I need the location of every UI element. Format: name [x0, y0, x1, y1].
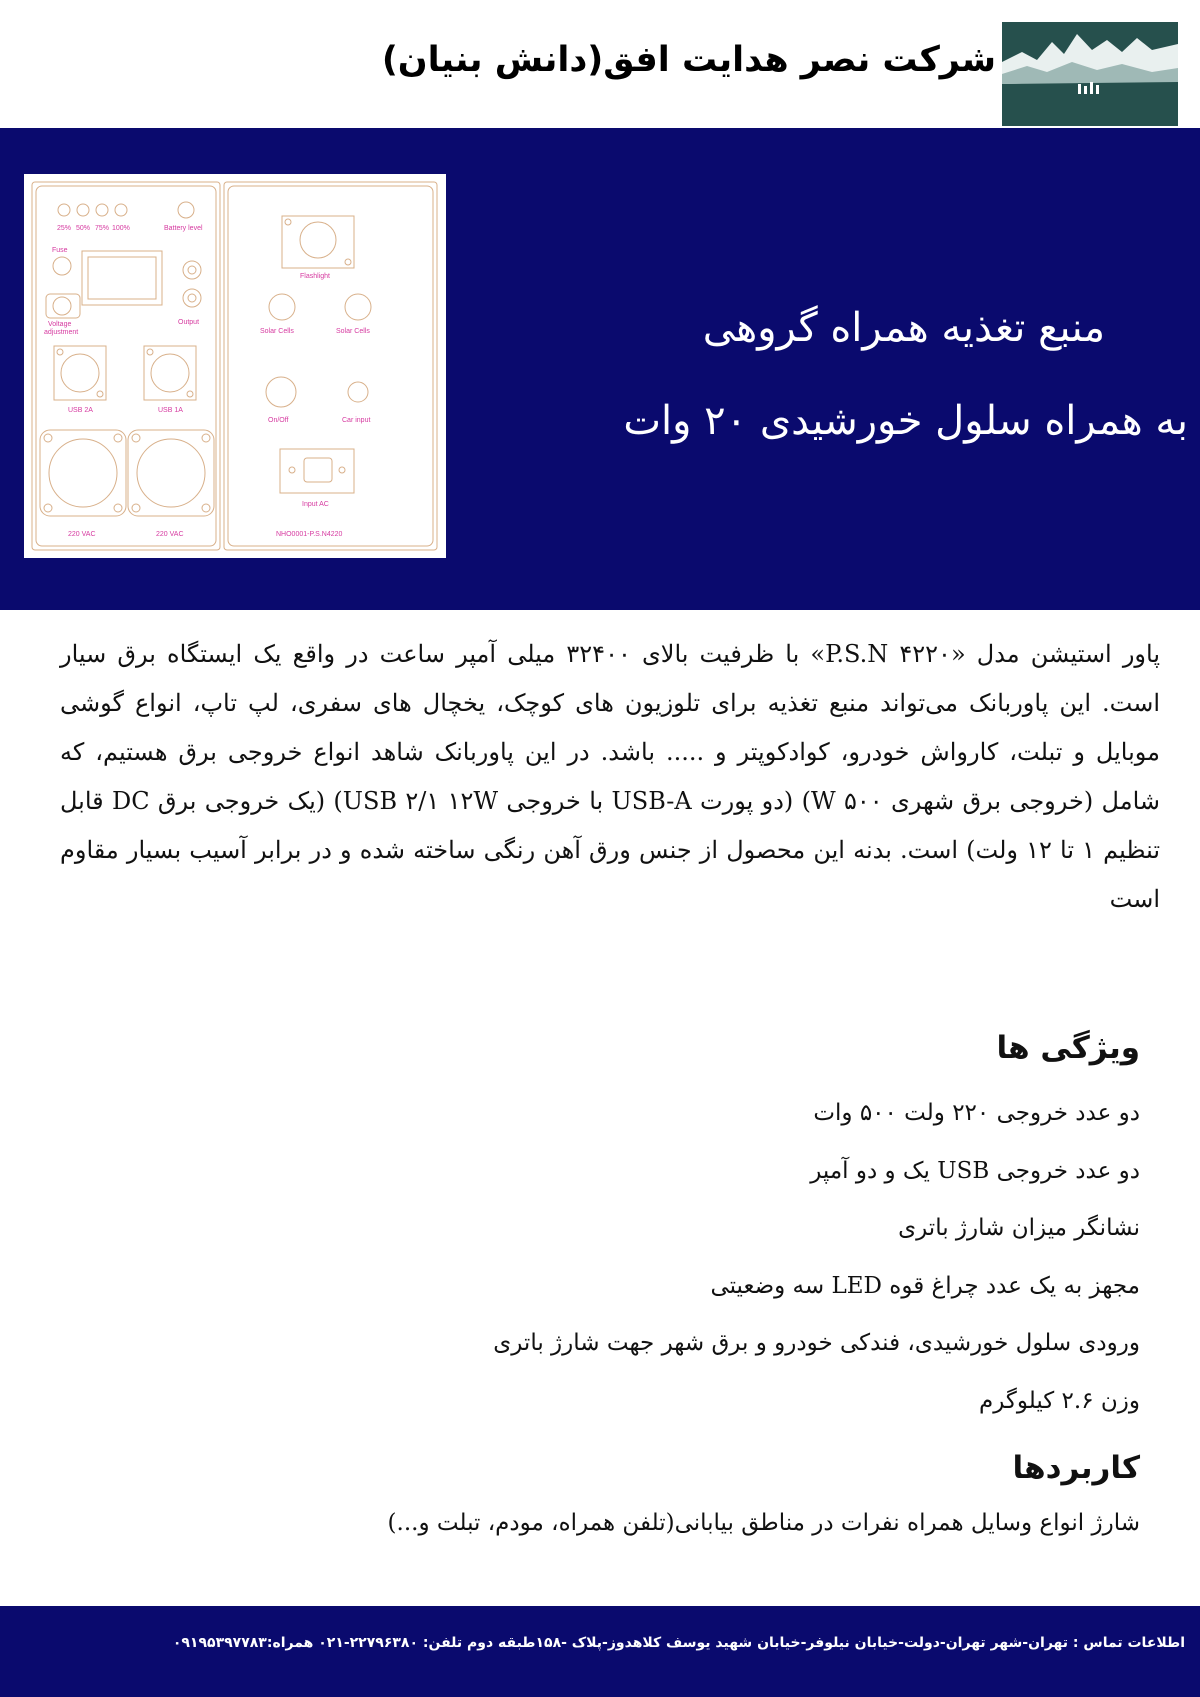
panel-label-adjustment: adjustment [44, 329, 79, 336]
feature-item: ورودی سلول خورشیدی، فندکی خودرو و برق شهر جهت شارژ باتری [493, 1330, 1140, 1356]
panel-label-75: 75% [95, 225, 110, 232]
feature-item: نشانگر میزان شارژ باتری [898, 1215, 1140, 1241]
company-name: شرکت نصر هدایت افق(دانش بنیان) [381, 40, 996, 80]
feature-item: دو عدد خروجی ۲۲۰ ولت ۵۰۰ وات [813, 1100, 1140, 1126]
panel-label-model: NHO0001-P.S.N4220 [276, 531, 343, 538]
features-list [493, 1085, 1140, 1430]
panel-label-onoff: On/Off [268, 417, 289, 424]
applications-text: شارژ انواع وسایل همراه نفرات در مناطق بیابانی(تلفن همراه، مودم، تبلت و...) [387, 1510, 1140, 1536]
panel-label-fuse: Fuse [52, 247, 68, 254]
contact-info: اطلاعات تماس : تهران-شهر تهران-دولت-خیابان نیلوفر-خیابان شهید یوسف کلاهدوز-پلاک -۱۵۸طبقه دوم تلفن: ۲۲۷۹۶۳۸۰-۰۲۱ همراه:۰۹۱۹۵۳۹۷۷۸۳ [172, 1635, 1185, 1651]
panel-label-25: 25% [57, 225, 72, 232]
panel-label-inputac: Input AC [302, 501, 329, 508]
panel-label-100: 100% [112, 225, 130, 232]
banner-title-line2: به همراه سلول خورشیدی ۲۰ وات [623, 398, 1188, 444]
panel-label-battery: Battery level [164, 225, 203, 232]
panel-label-50: 50% [76, 225, 91, 232]
panel-label-flashlight: Flashlight [300, 273, 330, 280]
panel-label-solar2: Solar Cells [336, 328, 370, 335]
company-logo [1002, 22, 1178, 126]
feature-item: دو عدد خروجی USB یک و دو آمپر [810, 1157, 1140, 1184]
feature-item: وزن ۲.۶ کیلوگرم [978, 1387, 1140, 1414]
panel-label-output: Output [178, 319, 200, 326]
panel-label-solar1: Solar Cells [260, 328, 294, 335]
banner-title-line1: منبع تغذیه همراه گروهی [702, 305, 1105, 351]
panel-label-usb2a: USB 2A [68, 407, 93, 414]
panel-label-voltage: Voltage [48, 321, 72, 328]
intro-paragraph: پاور استیشن مدل «P.S.N ۴۲۲۰» با ظرفیت بالای ۳۲۴۰۰ میلی آمپر ساعت در واقع یک ایستگاه برق سیار است. این پاوربانک می‌تواند منبع تغذیه برای تلوزیون های کوچک، یخچال های سفری، لپ تاپ، انواع گوشی موبایل و تبلت، کارواش خودرو، کوادکوپتر و ..... باشد. در این پاوربانک شاهد انواع خروجی برق هستیم، که شامل (خروجی برق شهری ۵۰۰ W) (دو پورت USB-A با خروجی USB ۲/۱ ۱۲W) (یک خروجی برق DC قابل تنظیم ۱ تا ۱۲ ولت) است. بدنه این محصول از جنس ورق آهن رنگی ساخته شده و در برابر آسیب بسیار مقاوم است [60, 640, 1161, 913]
features-heading: ویژگی ها [996, 1030, 1140, 1066]
feature-item: مجهز به یک عدد چراغ قوه LED سه وضعیتی [710, 1272, 1140, 1299]
applications-heading: کاربردها [1012, 1450, 1140, 1486]
header [0, 0, 1200, 128]
panel-label-vac1: 220 VAC [68, 531, 96, 538]
footer [0, 1606, 1200, 1697]
panel-label-car: Car input [342, 417, 371, 424]
panel-label-usb1a: USB 1A [158, 407, 183, 414]
panel-label-vac2: 220 VAC [156, 531, 184, 538]
device-panel-drawing [24, 174, 446, 558]
